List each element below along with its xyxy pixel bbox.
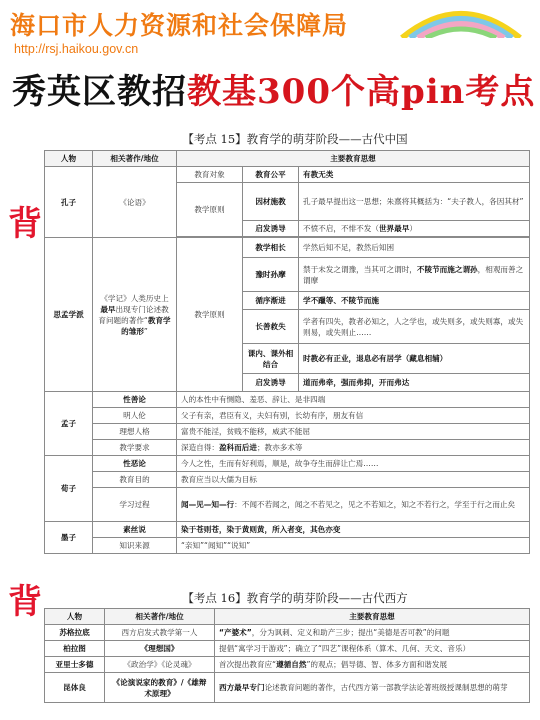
- concept-detail: 不愤不启，不悱不发（世界最早）: [299, 221, 530, 237]
- concept: 学习过程: [93, 488, 177, 522]
- person-name: 昆体良: [45, 673, 105, 703]
- ancient-china-table: [44, 150, 530, 554]
- header-ideas: 主要教育思想: [215, 609, 530, 625]
- concept: 启发诱导: [243, 374, 299, 392]
- concept-detail: 闻—见—知—行：不闻不若闻之，闻之不若见之，见之不若知之，知之不若行之，学至于行之而止矣: [177, 488, 530, 522]
- concept: 因材施教: [243, 183, 299, 221]
- person-name: 思孟学派: [45, 238, 93, 392]
- headline-part-1: 秀英区教招: [12, 72, 187, 112]
- person-name: 墨子: [45, 522, 93, 554]
- headline: [12, 64, 535, 113]
- table-row: [45, 408, 530, 424]
- concept-detail: 时教必有正业，退息必有居学（藏息相辅）: [299, 344, 530, 374]
- table-row: [45, 657, 530, 673]
- concept: 长善救失: [243, 310, 299, 344]
- concept: 教育公平: [243, 167, 299, 183]
- concept: 理想人格: [93, 424, 177, 440]
- concept: 性善论: [93, 392, 177, 408]
- concept-detail: “亲知”“闻知”“说知”: [177, 538, 530, 554]
- person-works: 《论语》: [93, 167, 177, 238]
- category: 教学原则: [177, 238, 243, 392]
- category: 教学原则: [177, 183, 243, 237]
- concept-detail: 禁于未发之谓豫，当其可之谓时，不陵节而施之谓孙，相观而善之谓摩: [299, 258, 530, 292]
- person-works: 《政治学》《论灵魂》: [105, 657, 215, 673]
- person-name: 孔子: [45, 167, 93, 238]
- table-row: [45, 238, 530, 258]
- table-header-row: [45, 609, 530, 625]
- person-works: 《论演说家的教育》/《雄辩术原理》: [105, 673, 215, 703]
- table-row: [45, 472, 530, 488]
- site-url[interactable]: http://rsj.haikou.gov.cn: [14, 42, 139, 56]
- person-name: 荀子: [45, 456, 93, 522]
- ancient-west-table: [44, 608, 530, 703]
- concept-detail: 富贵不能淫，贫贱不能移，威武不能屈: [177, 424, 530, 440]
- idea: 西方最早专门论述教育问题的著作，古代西方第一部教学法论著班级授课制思想的萌芽: [215, 673, 530, 703]
- bei-mark-2: 背: [8, 582, 42, 622]
- concept-detail: 深造自得：盈科而后进；教亦多术等: [177, 440, 530, 456]
- concept: 明人伦: [93, 408, 177, 424]
- table-row: [45, 673, 530, 703]
- table-row: [45, 440, 530, 456]
- idea: 首次提出教育应“遵循自然”的观点；倡导德、智、体多方面和谐发展: [215, 657, 530, 673]
- concept-detail: 今人之性，生而有好利焉，顺是，故争夺生而辞让亡焉……: [177, 456, 530, 472]
- concept: 豫时孙摩: [243, 258, 299, 292]
- concept-detail: 教育应当以大儒为目标: [177, 472, 530, 488]
- concept-detail: 染于苍则苍，染于黄则黄，所入者变，其色亦变: [177, 522, 530, 538]
- table-row: [45, 424, 530, 440]
- concept-detail: 学然后知不足，教然后知困: [299, 238, 530, 258]
- concept: 教学要求: [93, 440, 177, 456]
- headline-part-2: 教基300个高pin考点: [187, 72, 536, 112]
- header-banner: [0, 0, 540, 120]
- table-row: [45, 538, 530, 554]
- table-row: [45, 488, 530, 522]
- concept-detail: 道而弗牵，强而弗抑，开而弗达: [299, 374, 530, 392]
- bei-mark-1: 背: [8, 204, 42, 244]
- header-person: 人物: [45, 151, 93, 167]
- concept-detail: 孔子最早提出这一思想；朱熹将其概括为：“夫子教人，各因其材”: [299, 183, 530, 221]
- header-ideas: 主要教育思想: [177, 151, 530, 167]
- section-1-title: 【考点 15】教育学的萌芽阶段——古代中国: [182, 132, 408, 146]
- concept: 课内、课外相结合: [243, 344, 299, 374]
- concept-detail: 有教无类: [299, 167, 530, 183]
- concept-detail: 学者有四失，教者必知之，人之学也，或失则多，或失则寡，或失则易，或失则止……: [299, 310, 530, 344]
- concept: 素丝说: [93, 522, 177, 538]
- table-row: [45, 456, 530, 472]
- header-works: 相关著作/地位: [93, 151, 177, 167]
- site-title: 海口市人力资源和社会保障局: [10, 11, 349, 40]
- person-name: 孟子: [45, 392, 93, 456]
- concept: 知识来源: [93, 538, 177, 554]
- concept: 性恶论: [93, 456, 177, 472]
- concept-detail: 学不躐等、不陵节而施: [299, 292, 530, 310]
- concept-detail: 父子有亲，君臣有义，夫妇有别，长幼有序，朋友有信: [177, 408, 530, 424]
- concept: 循序渐进: [243, 292, 299, 310]
- table-row: [45, 641, 530, 657]
- table-row: [45, 625, 530, 641]
- concept: 教育目的: [93, 472, 177, 488]
- person-works: 西方启发式教学第一人: [105, 625, 215, 641]
- table-row: [45, 522, 530, 538]
- concept: 启发诱导: [243, 221, 299, 237]
- header-person: 人物: [45, 609, 105, 625]
- table-header-row: [45, 151, 530, 167]
- concept: 教学相长: [243, 238, 299, 258]
- header-works: 相关著作/地位: [105, 609, 215, 625]
- person-name: 亚里士多德: [45, 657, 105, 673]
- category: 教育对象: [177, 167, 243, 183]
- person-name: 柏拉图: [45, 641, 105, 657]
- person-works: 《学记》人类历史上最早出现专门论述教育问题的著作“教育学的雏形”: [93, 238, 177, 392]
- person-name: 苏格拉底: [45, 625, 105, 641]
- concept-detail: 人的本性中有恻隐、羞恶、辞让、是非四端: [177, 392, 530, 408]
- idea: “产婆术”，分为讽刺、定义和助产三步；提出“美德是否可教”的问题: [215, 625, 530, 641]
- table-row: [45, 167, 530, 183]
- section-2-title: 【考点 16】教育学的萌芽阶段——古代西方: [182, 591, 408, 605]
- idea: 提倡“寓学习于游戏”；确立了“四艺”课程体系（算术、几何、天文、音乐）: [215, 641, 530, 657]
- table-row: [45, 392, 530, 408]
- person-works: 《理想国》: [105, 641, 215, 657]
- rainbow-icon: [396, 4, 526, 38]
